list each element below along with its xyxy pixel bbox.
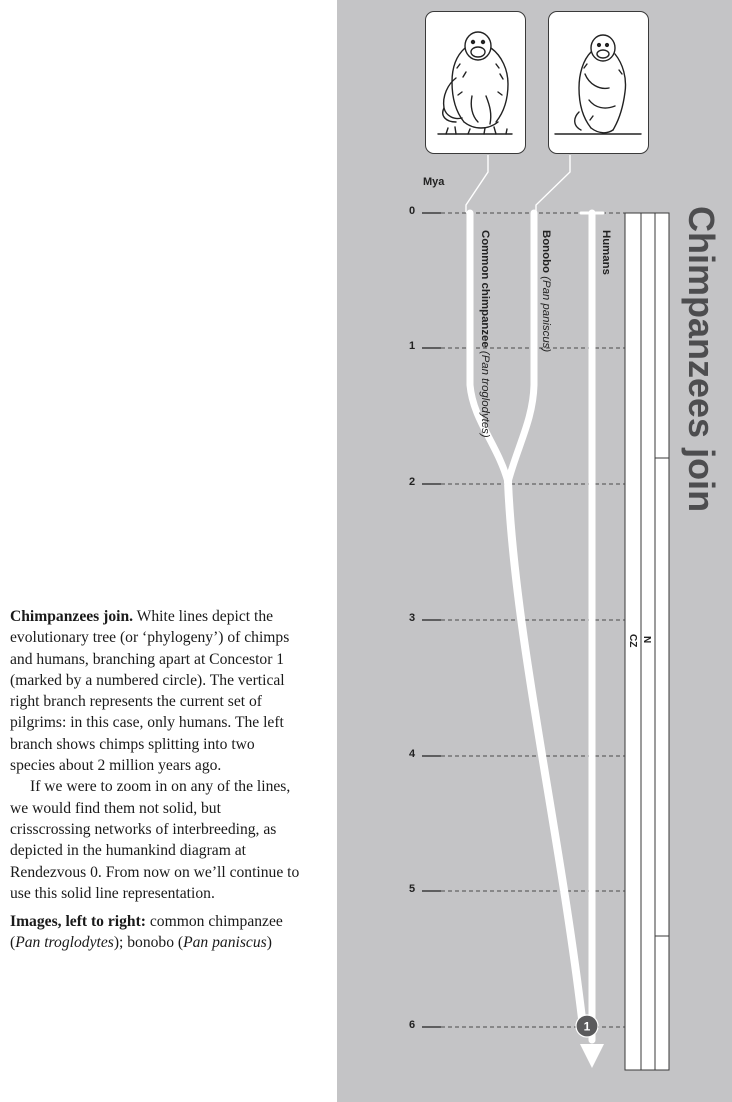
bonobo-name: Bonobo <box>540 230 552 274</box>
chimp-stem-branch <box>508 482 583 1027</box>
diagram-title: Chimpanzees join <box>681 206 722 513</box>
bonobo-branch <box>508 213 534 482</box>
concestor-1-label: 1 <box>583 1019 591 1034</box>
images-text-2: ); bonobo ( <box>113 934 184 952</box>
bonobo-connector-line <box>536 155 570 213</box>
tick-label-4: 4 <box>409 748 416 760</box>
caption-body-1: White lines depict the evolutionary tree (or ‘phylogeny’) of chimps and humans, branching apart at Concestor 1 (marked by a numbered circle). The vertical right branch represents the current set of pilgrims: in this case, only humans. The left branch shows chimps splitting into two species about 2 million years ago. <box>10 608 290 775</box>
period-label: N <box>641 636 652 644</box>
time-ticks <box>422 213 441 1027</box>
images-latin-1: Pan troglodytes <box>15 934 114 952</box>
axis-unit-label: Mya <box>423 176 445 188</box>
common-chimpanzee-label <box>479 230 491 438</box>
time-arrow-icon <box>580 1044 604 1068</box>
caption-paragraph-2: If we were to zoom in on any of the lines, we would find them not solid, but crisscrossing networks of interbreeding, as depicted in the humankind diagram at Rendezvous 0. From now on we’ll continue to use this solid line representation. <box>10 778 300 902</box>
caption-heading: Chimpanzees join. <box>10 608 134 625</box>
chimp-connector-line <box>466 155 488 213</box>
tick-label-2: 2 <box>409 476 416 488</box>
era-label: CZ <box>627 634 638 648</box>
tick-label-1: 1 <box>409 340 416 352</box>
bonobo-latin: (Pan paniscus) <box>540 276 552 353</box>
common-chimpanzee-latin: (Pan troglodytes) <box>479 350 491 438</box>
bonobo-label <box>540 230 552 352</box>
images-text-3: ) <box>266 934 272 952</box>
images-heading: Images, left to right: <box>10 913 146 931</box>
tick-label-0: 0 <box>409 205 416 217</box>
images-latin-2: Pan paniscus <box>183 934 267 952</box>
images-text-1: common chimpanzee ( <box>10 913 283 952</box>
common-chimpanzee-name: Common chimpanzee <box>479 230 491 348</box>
tick-label-3: 3 <box>409 612 416 624</box>
tick-label-6: 6 <box>409 1019 416 1031</box>
tick-label-5: 5 <box>409 883 416 895</box>
humans-label: Humans <box>600 230 612 275</box>
